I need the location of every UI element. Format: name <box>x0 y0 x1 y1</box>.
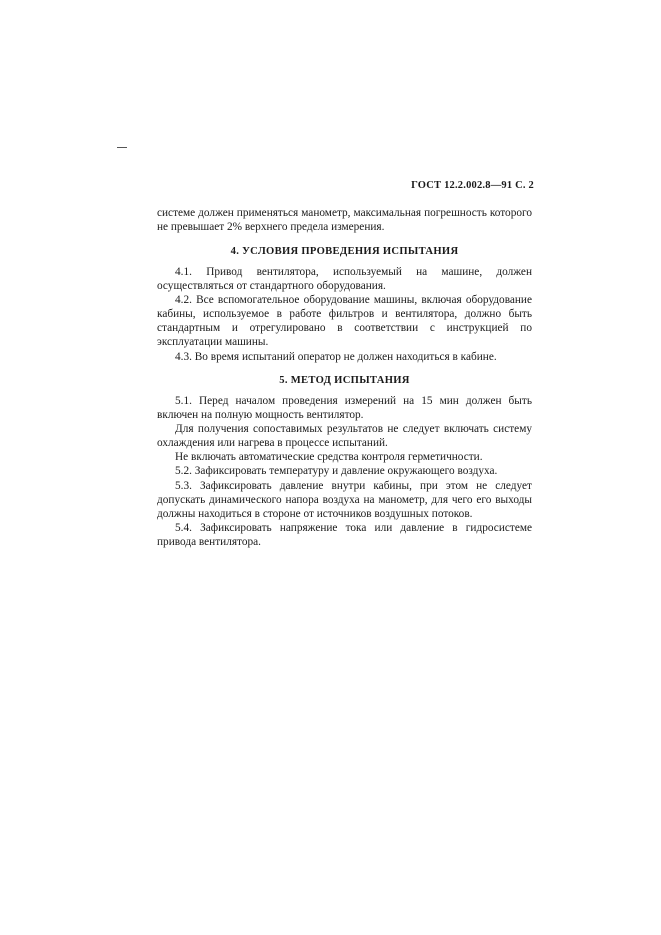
intro-block <box>157 206 532 234</box>
paragraph-4-1: 4.1. Привод вентилятора, используемый на машине, должен осуществляться от стандартного оборудования. <box>157 266 532 293</box>
section-4-body <box>157 265 532 364</box>
paragraph-5-1-b: Не включать автоматические средства контроля герметичности. <box>175 451 483 464</box>
section-4-title: 4. УСЛОВИЯ ПРОВЕДЕНИЯ ИСПЫТАНИЯ <box>230 246 459 257</box>
paragraph-5-3: 5.3. Зафиксировать давление внутри кабины, при этом не следует допускать динамического напора воздуха на манометр, для чего его выходы должны находиться в стороне от источников воздушных потоков. <box>157 479 532 520</box>
paragraph-4-2: 4.2. Все вспомогательное оборудование машины, включая оборудование кабины, используемое в работе фильтров и вентилятора, должно быть стандартным и отрегулировано в соответствии с инструкцией по эксплуатации машины. <box>157 294 532 349</box>
paragraph-4-3: 4.3. Во время испытаний оператор не должен находиться в кабине. <box>175 350 497 363</box>
page-header: ГОСТ 12.2.002.8—91 С. 2 <box>411 180 534 191</box>
paragraph-5-2: 5.2. Зафиксировать температуру и давление окружающего воздуха. <box>175 465 498 478</box>
margin-mark <box>117 147 127 148</box>
section-5-body <box>157 394 532 549</box>
paragraph-5-1: 5.1. Перед началом проведения измерений на 15 мин должен быть включен на полную мощность вентилятор. <box>157 395 532 422</box>
paragraph-5-4: 5.4. Зафиксировать напряжение тока или давление в гидросистеме привода вентилятора. <box>157 521 532 548</box>
paragraph-5-1-a: Для получения сопоставимых результатов не следует включать систему охлаждения или нагрева в процессе испытаний. <box>157 423 532 450</box>
intro-paragraph: системе должен применяться манометр, максимальная погрешность которого не превышает 2% верхнего предела измерения. <box>157 207 532 234</box>
section-5-title: 5. МЕТОД ИСПЫТАНИЯ <box>279 375 410 386</box>
